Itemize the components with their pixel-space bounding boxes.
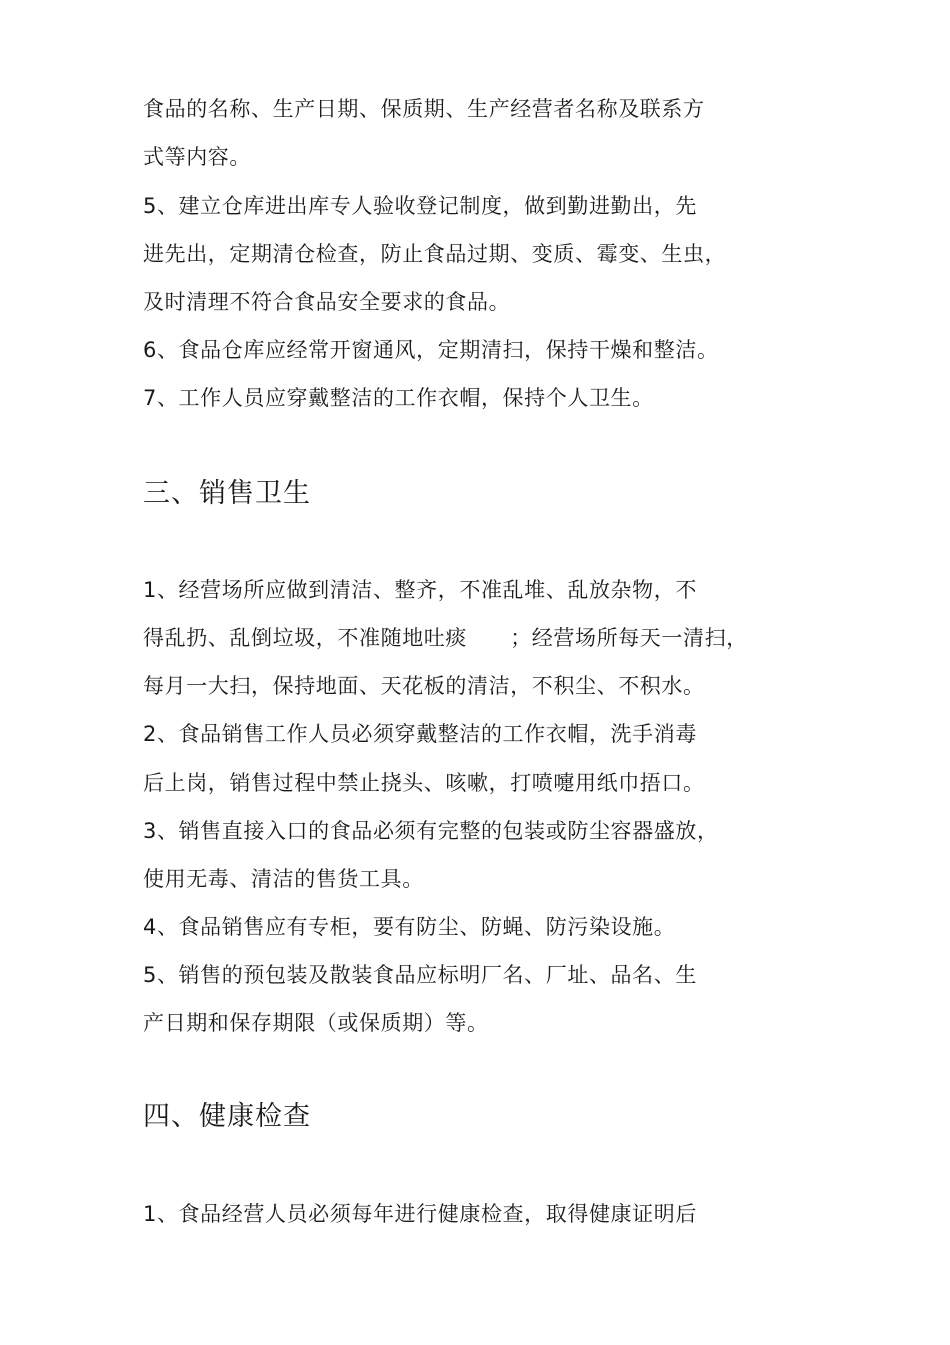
paragraph-line: 3、销售直接入口的食品必须有完整的包装或防尘容器盛放，	[143, 819, 719, 843]
paragraph-line: 5、销售的预包装及散装食品应标明厂名、厂址、品名、生	[143, 963, 697, 987]
paragraph-line: 1、经营场所应做到清洁、整齐，不准乱堆、乱放杂物，不	[143, 578, 697, 602]
section-heading-sales-hygiene: 三、销售卫生	[143, 478, 311, 509]
paragraph-line: 式等内容。	[143, 145, 251, 169]
paragraph-line: 使用无毒、清洁的售货工具。	[143, 867, 424, 891]
paragraph-line: 后上岗，销售过程中禁止挠头、咳嗽，打喷嚏用纸巾捂口。	[143, 771, 705, 795]
paragraph-line: 及时清理不符合食品安全要求的食品。	[143, 290, 511, 314]
paragraph-line: 食品的名称、生产日期、保质期、生产经营者名称及联系方	[143, 97, 705, 121]
paragraph-line: 4、食品销售应有专柜，要有防尘、防蝇、防污染设施。	[143, 915, 676, 939]
paragraph-line: 2、食品销售工作人员必须穿戴整洁的工作衣帽，洗手消毒	[143, 722, 697, 746]
paragraph-line: 每月一大扫，保持地面、天花板的清洁，不积尘、不积水。	[143, 674, 705, 698]
paragraph-line: 产日期和保存期限（或保质期）等。	[143, 1011, 489, 1035]
paragraph-line: 5、建立仓库进出库专人验收登记制度，做到勤进勤出，先	[143, 194, 697, 218]
paragraph-line: 得乱扔、乱倒垃圾，不准随地吐痰 ；经营场所每天一清扫，	[143, 626, 748, 650]
paragraph-line: 7、工作人员应穿戴整洁的工作衣帽，保持个人卫生。	[143, 386, 654, 410]
section-heading-health-check: 四、健康检查	[143, 1101, 311, 1132]
paragraph-line: 进先出，定期清仓检查，防止食品过期、变质、霉变、生虫，	[143, 242, 727, 266]
paragraph-line: 6、食品仓库应经常开窗通风，定期清扫，保持干燥和整洁。	[143, 338, 719, 362]
paragraph-line: 1、食品经营人员必须每年进行健康检查，取得健康证明后	[143, 1202, 697, 1226]
